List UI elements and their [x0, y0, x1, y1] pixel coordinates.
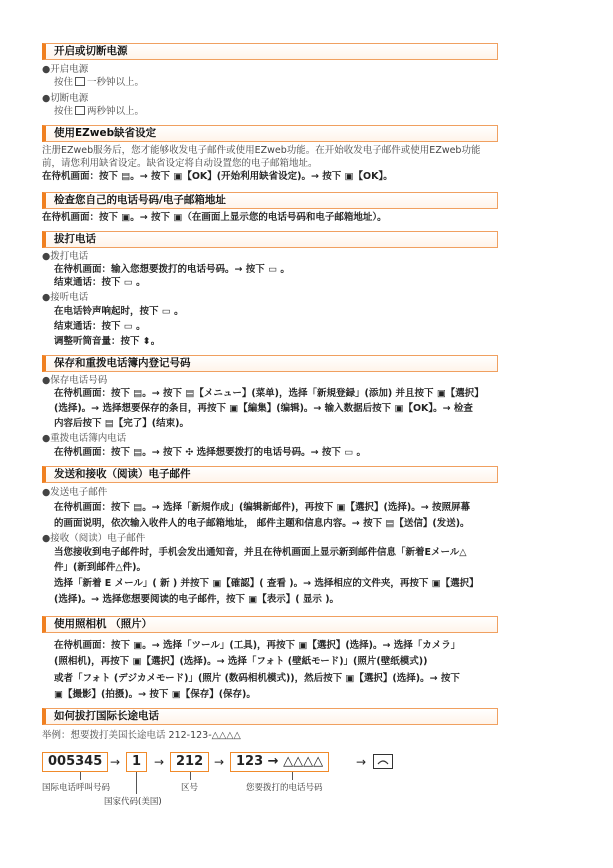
- section-header-camera: 使用照相机 （照片）: [42, 616, 498, 633]
- send-email-line2: 的画面说明，依次输入收件人的电子邮箱地址， 邮件主题和信息内容。→ 按下 ▤【送信】(发送)。: [54, 518, 470, 529]
- bullet-answer-call: ●接听电话: [42, 292, 89, 303]
- save-number-line3: 内容后按下 ▤【完了】(结束)。: [54, 418, 189, 429]
- section-header-email: 发送和接收（阅读）电子邮件: [42, 466, 498, 483]
- caption-country-code: 国家代码(美国): [104, 797, 162, 807]
- volume-step: 调整听筒音量：按下 ⬍。: [54, 336, 161, 347]
- caption-phone-number: 您要拨打的电话号码: [246, 783, 323, 793]
- ezweb-steps: 在待机画面：按下 ▤。→ 按下 ▣【OK】(开始利用缺省设定)。→ 按下 ▣【OK】。: [42, 171, 393, 182]
- power-key-icon: [75, 77, 85, 86]
- send-email-line1: 在待机画面：按下 ▤。→ 选择「新規作成」(编辑新邮件)，再按下 ▣【選択】(选择)。→ 按照屏幕: [54, 502, 470, 513]
- section-header-check-number: 检查您自己的电话号码/电子邮箱地址: [42, 192, 498, 209]
- receive-email-line2: 件」(新到邮件△件)。: [54, 562, 146, 573]
- camera-line2: (照相机)，再按下 ▣【選択】(选择)。→ 选择「フォト (壁紙モード)」(照片(壁纸模式)): [54, 656, 428, 667]
- caption-area-code: 区号: [181, 783, 199, 793]
- receive-email-line3: 选择「新着 E メール」( 新 ) 并按下 ▣【確認】( 查看 )。→ 选择相应的文件夹，再按下 ▣【選択】: [54, 578, 479, 589]
- ezweb-paragraph-line2: 前，请您利用缺省设定。缺省设定将自动设置您的电子邮箱地址。: [42, 158, 318, 169]
- bullet-power-off: ●切断电源: [42, 93, 89, 104]
- camera-line4: ▣【撮影】(拍摄)。→ 按下 ▣【保存】(保存)。: [54, 689, 256, 700]
- section-header-ezweb: 使用EZweb缺省设定: [42, 125, 498, 142]
- bullet-receive-email: ●接收（阅读）电子邮件: [42, 533, 146, 544]
- connector-line: [190, 772, 191, 780]
- answer-call-step: 在电话铃声响起时，按下 ▭ 。: [54, 306, 184, 317]
- section-header-power: 开启或切断电源: [42, 43, 498, 60]
- arrow-icon: →: [356, 755, 367, 769]
- receive-email-line1: 当您接收到电子邮件时，手机会发出通知音，并且在待机画面上显示新到邮件信息「新着Eメール△: [54, 547, 467, 558]
- call-key-icon: [373, 754, 393, 769]
- bullet-redial: ●重拨电话簿内电话: [42, 433, 127, 444]
- bullet-make-call: ●拨打电话: [42, 251, 89, 262]
- section-header-call: 拔打电话: [42, 231, 498, 248]
- international-example: 举例：想要拨打美国长途电话 212-123-△△△△: [42, 730, 241, 741]
- camera-line1: 在待机画面：按下 ▣。→ 选择「ツール」(工具)，再按下 ▣【選択】(选择)。→ 选择「カメラ」: [54, 640, 461, 651]
- power-off-instruction: 按住 两秒钟以上。: [54, 106, 145, 117]
- box-area-code: 212: [170, 752, 209, 772]
- section-header-international: 如何拔打国际长途电话: [42, 708, 498, 725]
- save-number-line2: (选择)。→ 选择想要保存的条目，再按下 ▣【編集】(编辑)。→ 输入数据后按下 ▣【OK】。→ 检查: [54, 403, 473, 414]
- redial-step: 在待机画面：按下 ▤。→ 按下 ✣ 选择想要拨打的电话号码。→ 按下 ▭ 。: [54, 447, 366, 458]
- ezweb-paragraph-line1: 注册EZweb服务后，您才能够收发电子邮件或使用EZweb功能。在开始收发电子邮件或使用EZweb功能: [42, 145, 481, 156]
- arrow-icon: →: [214, 755, 225, 769]
- connector-line: [80, 772, 81, 780]
- end-call-step-2: 结束通话：按下 ▭ 。: [54, 321, 146, 332]
- connector-line: [292, 772, 293, 780]
- box-phone-number: 123 → △△△△: [230, 752, 329, 772]
- save-number-line1: 在待机画面：按下 ▤。→ 按下 ▤【メニュー】(菜单)，选择「新規登録」(添加) 并且按下 ▣【選択】: [54, 388, 484, 399]
- receive-email-line4: (选择)。→ 选择您想要阅读的电子邮件，按下 ▣【表示】( 显示 )。: [54, 594, 340, 605]
- arrow-icon: →: [154, 755, 165, 769]
- camera-line3: 或者「フォト (デジカメモード)」(照片 (数码相机模式))，然后按下 ▣【選択】(选择)。→ 按下: [54, 673, 460, 684]
- box-international-prefix: 005345: [42, 752, 108, 772]
- bullet-send-email: ●发送电子邮件: [42, 487, 108, 498]
- make-call-step: 在待机画面：输入您想要拨打的电话号码。→ 按下 ▭ 。: [54, 264, 290, 275]
- bullet-save-number: ●保存电话号码: [42, 375, 108, 386]
- caption-international-prefix: 国际电话呼叫号码: [42, 783, 111, 793]
- check-number-steps: 在待机画面：按下 ▣。→ 按下 ▣（在画面上显示您的电话号码和电子邮箱地址）。: [42, 212, 387, 223]
- end-call-step: 结束通话：按下 ▭ 。: [54, 277, 146, 288]
- section-header-phonebook: 保存和重拨电话簿内登记号码: [42, 355, 498, 372]
- connector-line: [136, 772, 137, 794]
- power-key-icon: [75, 106, 85, 115]
- arrow-icon: →: [110, 755, 121, 769]
- box-country-code: 1: [126, 752, 147, 772]
- bullet-power-on: ●开启电源: [42, 64, 89, 75]
- power-on-instruction: 按住 一秒钟以上。: [54, 77, 145, 88]
